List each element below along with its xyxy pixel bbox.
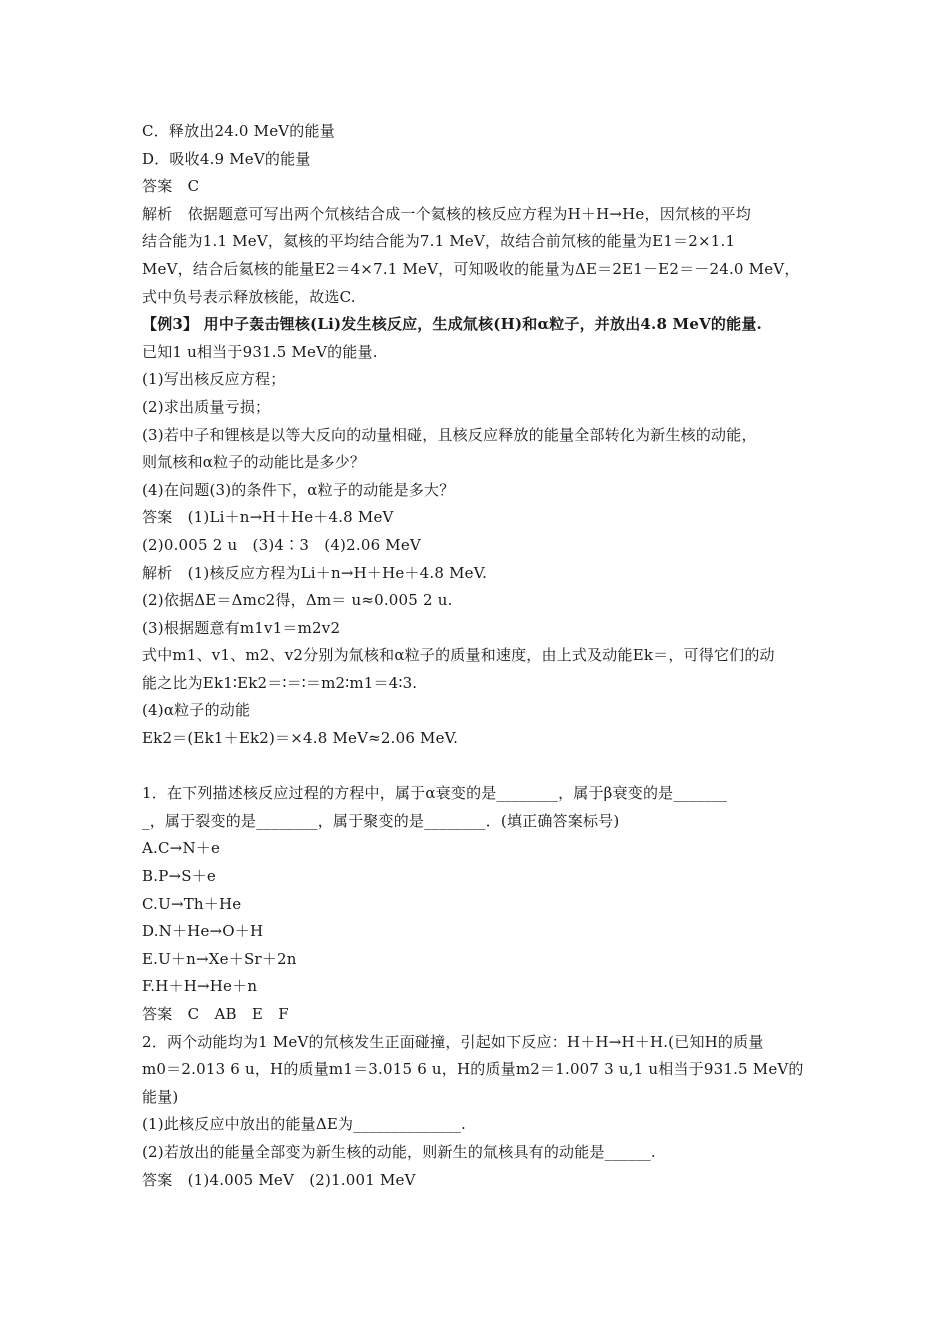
option-line: B.P→S＋e bbox=[142, 867, 217, 886]
text-line: Ek2＝(Ek1＋Ek2)＝×4.8 MeV≈2.06 MeV. bbox=[142, 729, 459, 748]
answer-line: 答案 (1)4.005 MeV (2)1.001 MeV bbox=[142, 1170, 416, 1189]
question-line: 2．两个动能均为1 MeV的氘核发生正面碰撞，引起如下反应：H＋H→H＋H.(已知H的质量 bbox=[142, 1032, 764, 1051]
text-line: (2)0.005 2 u (3)4∶3 (4)2.06 MeV bbox=[142, 535, 421, 554]
question-part: (1)此核反应中放出的能量ΔE为______________. bbox=[142, 1115, 466, 1134]
blank-line bbox=[142, 753, 822, 781]
text-line: (4)α粒子的动能 bbox=[142, 701, 251, 720]
text-line: 则氚核和α粒子的动能比是多少？ bbox=[142, 453, 366, 472]
answer-line: 答案 C bbox=[142, 177, 200, 196]
question-part: (2)若放出的能量全部变为新生核的动能，则新生的氚核具有的动能是______. bbox=[142, 1142, 656, 1161]
option-line: C.U→Th＋He bbox=[142, 894, 242, 913]
question-part: (2)求出质量亏损； bbox=[142, 397, 271, 416]
text-line: 已知1 u相当于931.5 MeV的能量. bbox=[142, 342, 378, 361]
answer-line: 答案 C AB E F bbox=[142, 1005, 289, 1023]
option-line: E.U＋n→Xe＋Sr＋2n bbox=[142, 949, 297, 968]
answer-line: 答案 (1)Li＋n→H＋He＋4.8 MeV bbox=[142, 508, 394, 527]
question-line: 1．在下列描述核反应过程的方程中，属于α衰变的是________，属于β衰变的是_______ bbox=[142, 784, 728, 803]
text-line: 能量) bbox=[142, 1087, 179, 1106]
example-heading: 【例3】 用中子轰击锂核(Li)发生核反应，生成氚核(H)和α粒子，并放出4.8 MeV的能量. bbox=[142, 315, 762, 334]
question-part: (3)若中子和锂核是以等大反向的动量相碰，且核反应释放的能量全部转化为新生核的动能， bbox=[142, 425, 757, 444]
text-line: (3)根据题意有m1v1＝m2v2 bbox=[142, 618, 341, 637]
question-part: (4)在问题(3)的条件下，α粒子的动能是多大？ bbox=[142, 480, 455, 499]
text-line: C．释放出24.0 MeV的能量 bbox=[142, 122, 335, 140]
text-line: MeV，结合后氦核的能量E2＝4×7.1 MeV，可知吸收的能量为ΔE＝2E1－E2＝－24.0 MeV， bbox=[142, 259, 800, 278]
text-line: 式中m1、v1、m2、v2分别为氚核和α粒子的质量和速度，由上式及动能Ek＝，可得它们的动 bbox=[142, 646, 775, 665]
text-line: m0＝2.013 6 u，H的质量m1＝3.015 6 u，H的质量m2＝1.007 3 u,1 u相当于931.5 MeV的 bbox=[142, 1060, 804, 1079]
text-line: _，属于裂变的是________，属于聚变的是________．(填正确答案标号) bbox=[142, 811, 620, 830]
document-page bbox=[142, 118, 822, 1194]
option-line: F.H＋H→He＋n bbox=[142, 977, 258, 996]
text-line: 结合能为1.1 MeV，氦核的平均结合能为7.1 MeV，故结合前氘核的能量为E1＝2×1.1 bbox=[142, 232, 736, 251]
option-line: A.C→N＋e bbox=[142, 839, 221, 858]
analysis-line: 解析 依据题意可写出两个氘核结合成一个氦核的核反应方程为H＋H→He，因氘核的平均 bbox=[142, 204, 751, 223]
option-line: D.N＋He→O＋H bbox=[142, 922, 264, 941]
question-part: (1)写出核反应方程； bbox=[142, 370, 286, 389]
text-line: (2)依据ΔE＝Δmc2得，Δm＝ u≈0.005 2 u. bbox=[142, 591, 453, 610]
text-line: 式中负号表示释放核能，故选C. bbox=[142, 287, 356, 306]
analysis-line: 解析 (1)核反应方程为Li＋n→H＋He＋4.8 MeV. bbox=[142, 563, 488, 582]
text-line: 能之比为Ek1∶Ek2＝∶＝∶＝m2∶m1＝4∶3. bbox=[142, 673, 418, 692]
text-line: D．吸收4.9 MeV的能量 bbox=[142, 149, 311, 168]
